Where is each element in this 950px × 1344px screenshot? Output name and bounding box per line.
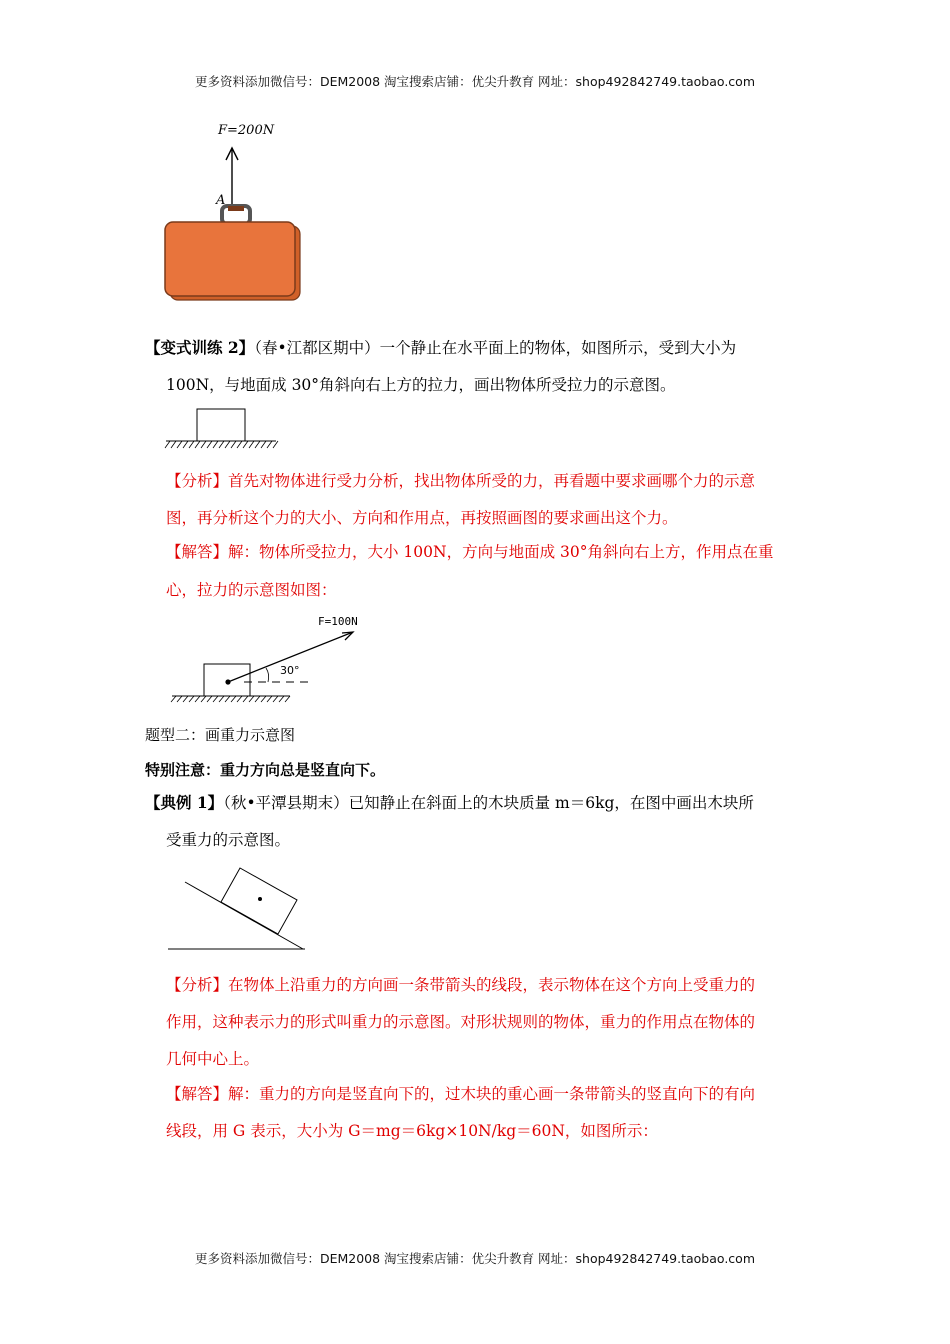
example1-text1: （秋•平潭县期末）已知静止在斜面上的木块质量 m＝6kg，在图中画出木块所 [223, 794, 754, 812]
variant2-text1: （春•江都区期中）一个静止在水平面上的物体，如图所示，受到大小为 [254, 339, 737, 357]
suitcase-force-figure [160, 118, 310, 308]
angle-label-30: 30° [280, 664, 300, 677]
variant2-line2: 100N，与地面成 30°角斜向右上方的拉力，画出物体所受拉力的示意图。 [166, 376, 676, 394]
variant2-label: 【变式训练 2】 [145, 338, 255, 357]
page-footer: 更多资料添加微信号：DEM2008 淘宝搜索店铺：优尖升教育 网址：shop492842749.taobao.com [194, 1251, 756, 1266]
section2-note: 特别注意：重力方向总是竖直向下。 [145, 761, 386, 779]
variant2-answer-line1: 【解答】解：物体所受拉力，大小 100N，方向与地面成 30°角斜向右上方，作用点在重 [166, 543, 774, 561]
force-label-200n: F=200N [218, 123, 275, 138]
incline-block-figure [165, 862, 310, 954]
example1-analysis-line1: 【分析】在物体上沿重力的方向画一条带箭头的线段，表示物体在这个方向上受重力的 [166, 976, 756, 994]
section2-title: 题型二：画重力示意图 [145, 726, 296, 744]
force-label-100n: F=100N [318, 615, 358, 628]
block-on-ground-figure [164, 406, 284, 454]
example1-label: 【典例 1】 [145, 793, 224, 812]
variant2-line1 [145, 338, 736, 358]
variant2-answer-line2: 心，拉力的示意图如图： [166, 581, 337, 599]
example1-answer-line1: 【解答】解：重力的方向是竖直向下的，过木块的重心画一条带箭头的竖直向下的有向 [166, 1085, 756, 1103]
example1-analysis-line2: 作用，这种表示力的形式叫重力的示意图。对形状规则的物体，重力的作用点在物体的 [166, 1013, 756, 1031]
example1-answer-line2: 线段，用 G 表示，大小为 G＝mg＝6kg×10N/kg＝60N，如图所示： [166, 1122, 658, 1140]
variant2-analysis-line1: 【分析】首先对物体进行受力分析，找出物体所受的力，再看题中要求画哪个力的示意 [166, 472, 756, 490]
variant2-analysis-line2: 图，再分析这个力的大小、方向和作用点，再按照画图的要求画出这个力。 [166, 509, 678, 527]
pull-force-figure [170, 612, 370, 704]
page-header: 更多资料添加微信号：DEM2008 淘宝搜索店铺：优尖升教育 网址：shop492842749.taobao.com [194, 74, 756, 89]
example1-line1 [145, 793, 754, 813]
example1-line2: 受重力的示意图。 [166, 831, 291, 849]
point-label-a: A [216, 193, 226, 208]
example1-analysis-line3: 几何中心上。 [166, 1050, 260, 1068]
